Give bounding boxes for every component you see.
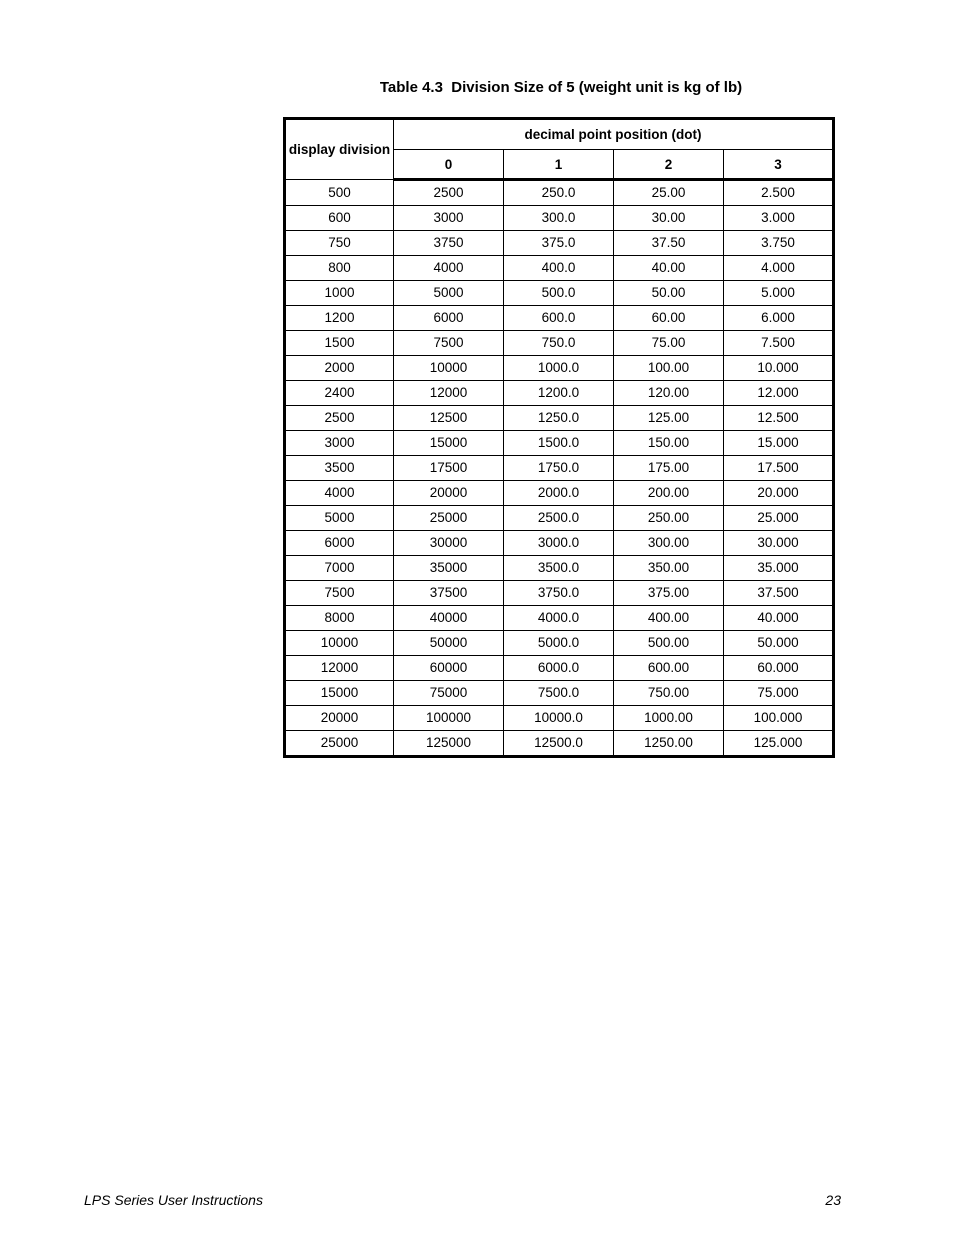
column-header-0: 0 [394,150,504,180]
value-cell: 3000 [394,206,504,231]
value-cell: 200.00 [614,481,724,506]
value-cell: 30000 [394,531,504,556]
value-cell: 2.500 [724,180,834,206]
value-cell: 50.000 [724,631,834,656]
table-row [285,231,834,256]
value-cell: 300.0 [504,206,614,231]
value-cell: 750.00 [614,681,724,706]
table-row [285,256,834,281]
value-cell: 10.000 [724,356,834,381]
display-division-cell: 10000 [285,631,394,656]
value-cell: 12000 [394,381,504,406]
value-cell: 600.00 [614,656,724,681]
value-cell: 75.00 [614,331,724,356]
table-row [285,331,834,356]
value-cell: 3750.0 [504,581,614,606]
display-division-cell: 15000 [285,681,394,706]
table-row [285,731,834,757]
value-cell: 25.00 [614,180,724,206]
table-row [285,306,834,331]
display-division-cell: 3000 [285,431,394,456]
value-cell: 35.000 [724,556,834,581]
display-division-cell: 1500 [285,331,394,356]
table-row [285,381,834,406]
display-division-cell: 2400 [285,381,394,406]
value-cell: 37.50 [614,231,724,256]
value-cell: 37500 [394,581,504,606]
value-cell: 2000.0 [504,481,614,506]
decimal-point-position-header: decimal point position (dot) [394,119,834,150]
value-cell: 12500 [394,406,504,431]
display-division-cell: 600 [285,206,394,231]
value-cell: 1250.00 [614,731,724,757]
value-cell: 35000 [394,556,504,581]
value-cell: 1500.0 [504,431,614,456]
display-division-cell: 12000 [285,656,394,681]
value-cell: 50.00 [614,281,724,306]
value-cell: 100.00 [614,356,724,381]
value-cell: 60.000 [724,656,834,681]
display-division-cell: 1000 [285,281,394,306]
value-cell: 3500.0 [504,556,614,581]
table-caption: Table 4.3 Division Size of 5 (weight unit is kg of lb) [379,79,743,96]
value-cell: 12.500 [724,406,834,431]
value-cell: 6000 [394,306,504,331]
value-cell: 250.00 [614,506,724,531]
value-cell: 1250.0 [504,406,614,431]
value-cell: 15000 [394,431,504,456]
value-cell: 7500 [394,331,504,356]
value-cell: 2500.0 [504,506,614,531]
table-row [285,531,834,556]
value-cell: 30.000 [724,531,834,556]
table-row [285,481,834,506]
value-cell: 5000 [394,281,504,306]
display-division-cell: 4000 [285,481,394,506]
value-cell: 75000 [394,681,504,706]
value-cell: 300.00 [614,531,724,556]
display-division-cell: 8000 [285,606,394,631]
display-division-cell: 750 [285,231,394,256]
value-cell: 375.00 [614,581,724,606]
value-cell: 100000 [394,706,504,731]
value-cell: 5.000 [724,281,834,306]
value-cell: 2500 [394,180,504,206]
value-cell: 60.00 [614,306,724,331]
table-row [285,656,834,681]
value-cell: 125000 [394,731,504,757]
table-row [285,631,834,656]
value-cell: 400.00 [614,606,724,631]
display-division-header: display division [285,119,394,180]
value-cell: 12500.0 [504,731,614,757]
table-row [285,556,834,581]
value-cell: 175.00 [614,456,724,481]
value-cell: 1000.0 [504,356,614,381]
footer-document-title: LPS Series User Instructions [84,1192,263,1208]
value-cell: 3000.0 [504,531,614,556]
value-cell: 25.000 [724,506,834,531]
value-cell: 5000.0 [504,631,614,656]
column-header-1: 1 [504,150,614,180]
table-row [285,581,834,606]
table-row [285,431,834,456]
table-row [285,681,834,706]
value-cell: 15.000 [724,431,834,456]
value-cell: 17500 [394,456,504,481]
display-division-cell: 20000 [285,706,394,731]
value-cell: 4000.0 [504,606,614,631]
display-division-cell: 7000 [285,556,394,581]
table-row [285,706,834,731]
value-cell: 10000 [394,356,504,381]
value-cell: 40000 [394,606,504,631]
value-cell: 1750.0 [504,456,614,481]
value-cell: 3.750 [724,231,834,256]
value-cell: 6000.0 [504,656,614,681]
value-cell: 100.000 [724,706,834,731]
value-cell: 6.000 [724,306,834,331]
value-cell: 20.000 [724,481,834,506]
display-division-cell: 3500 [285,456,394,481]
value-cell: 150.00 [614,431,724,456]
value-cell: 375.0 [504,231,614,256]
table-row [285,180,834,206]
value-cell: 1000.00 [614,706,724,731]
value-cell: 500.00 [614,631,724,656]
display-division-cell: 5000 [285,506,394,531]
table-row [285,406,834,431]
display-division-cell: 7500 [285,581,394,606]
value-cell: 20000 [394,481,504,506]
table-row [285,456,834,481]
value-cell: 4000 [394,256,504,281]
table-body [285,180,834,757]
value-cell: 125.000 [724,731,834,757]
value-cell: 50000 [394,631,504,656]
display-division-cell: 800 [285,256,394,281]
display-division-cell: 1200 [285,306,394,331]
column-header-3: 3 [724,150,834,180]
footer-page-number: 23 [825,1192,841,1208]
table-row [285,506,834,531]
value-cell: 3750 [394,231,504,256]
value-cell: 25000 [394,506,504,531]
display-division-cell: 25000 [285,731,394,757]
value-cell: 7.500 [724,331,834,356]
value-cell: 750.0 [504,331,614,356]
value-cell: 17.500 [724,456,834,481]
value-cell: 7500.0 [504,681,614,706]
column-header-2: 2 [614,150,724,180]
display-division-cell: 2500 [285,406,394,431]
value-cell: 3.000 [724,206,834,231]
value-cell: 37.500 [724,581,834,606]
value-cell: 75.000 [724,681,834,706]
value-cell: 1200.0 [504,381,614,406]
table-row [285,206,834,231]
display-division-cell: 2000 [285,356,394,381]
value-cell: 250.0 [504,180,614,206]
value-cell: 125.00 [614,406,724,431]
value-cell: 40.00 [614,256,724,281]
display-division-cell: 6000 [285,531,394,556]
table-row [285,281,834,306]
value-cell: 600.0 [504,306,614,331]
division-size-table [283,117,835,758]
value-cell: 350.00 [614,556,724,581]
table-row [285,356,834,381]
division-size-table-container [283,117,835,758]
display-division-cell: 500 [285,180,394,206]
value-cell: 400.0 [504,256,614,281]
value-cell: 4.000 [724,256,834,281]
value-cell: 40.000 [724,606,834,631]
value-cell: 120.00 [614,381,724,406]
value-cell: 10000.0 [504,706,614,731]
value-cell: 30.00 [614,206,724,231]
value-cell: 500.0 [504,281,614,306]
value-cell: 12.000 [724,381,834,406]
value-cell: 60000 [394,656,504,681]
table-row [285,606,834,631]
